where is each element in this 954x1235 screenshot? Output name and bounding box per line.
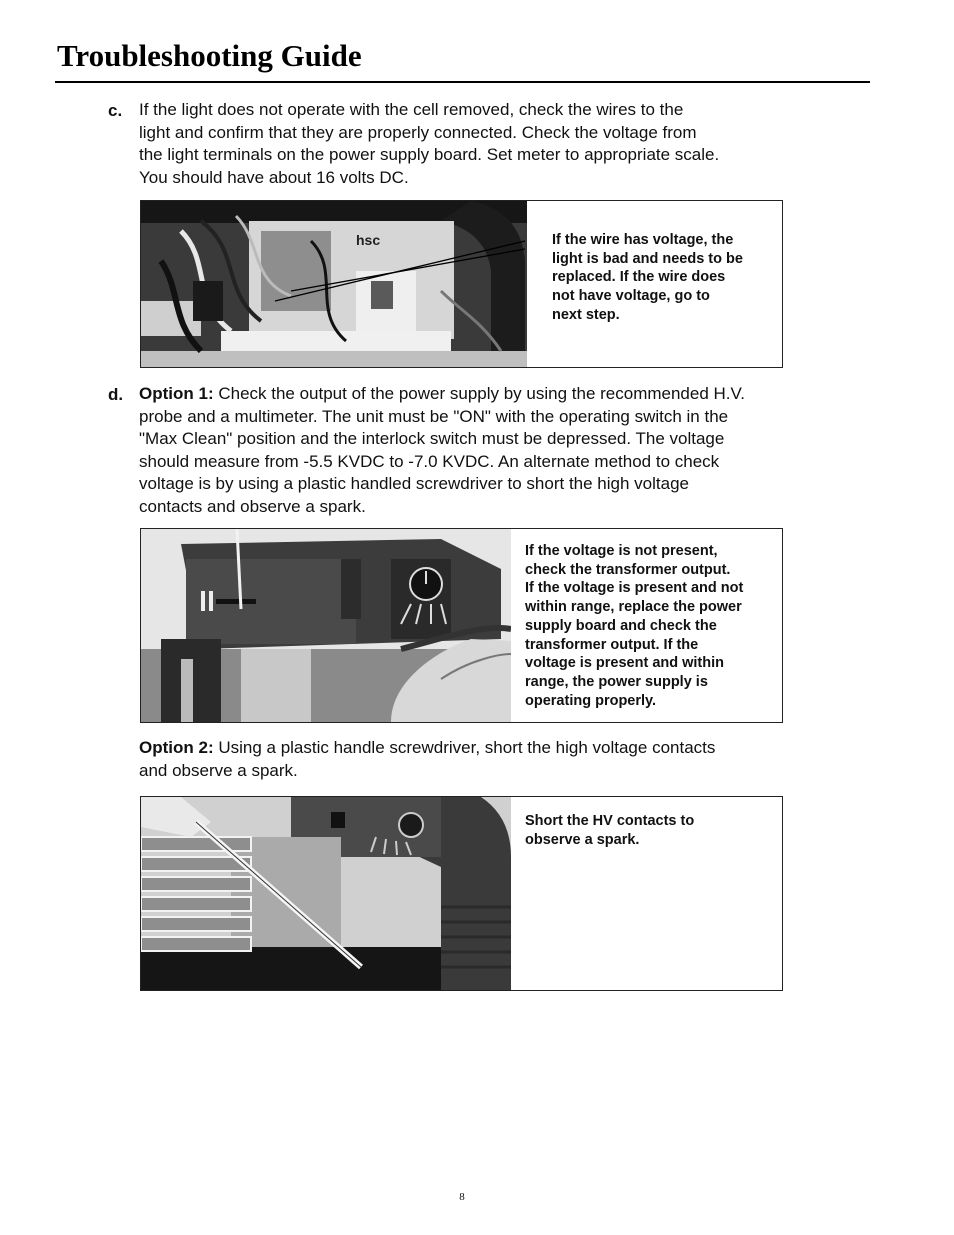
step-c-line: If the light does not operate with the cell removed, check the wires to the <box>139 100 684 119</box>
caption-line: Short the HV contacts to <box>525 813 695 829</box>
option2-first-line: Using a plastic handle screwdriver, short the high voltage contacts <box>213 738 716 757</box>
step-d-option2-text <box>139 737 715 782</box>
caption-line: operating properly. <box>525 692 657 709</box>
figure-hv-probe-caption <box>525 542 743 710</box>
photo-hv-probe-measurement <box>141 529 511 722</box>
caption-line: supply board and check the <box>525 617 717 634</box>
caption-line: check the transformer output. <box>525 561 731 578</box>
step-c-line: the light terminals on the power supply board. Set meter to appropriate scale. <box>139 145 720 164</box>
option1-line: voltage is by using a plastic handled screwdriver to short the high voltage <box>139 474 689 493</box>
step-c-letter: c. <box>108 101 123 120</box>
caption-line: light is bad and needs to be <box>552 250 743 267</box>
photo-power-supply-board <box>141 201 527 367</box>
caption-line: not have voltage, go to <box>552 288 710 305</box>
photo-short-hv-contacts <box>141 797 511 990</box>
caption-line: next step. <box>552 306 620 323</box>
option2-label: Option 2: <box>139 738 214 757</box>
option2-line: and observe a spark. <box>139 760 298 780</box>
option1-line: should measure from -5.5 KVDC to -7.0 KVDC. An alternate method to check <box>139 451 720 471</box>
caption-line: replaced. If the wire does <box>552 269 726 286</box>
step-c-line: You should have about 16 volts DC. <box>139 167 409 187</box>
figure-light-wires <box>140 200 783 368</box>
figure-short-contacts-caption <box>525 812 694 849</box>
figure-light-wires-caption <box>552 231 743 325</box>
page-number: 8 <box>459 1191 465 1203</box>
option1-line: contacts and observe a spark. <box>139 496 366 516</box>
option1-line: probe and a multimeter. The unit must be "ON" with the operating switch in the <box>139 406 729 426</box>
option1-line: "Max Clean" position and the interlock switch must be depressed. The voltage <box>139 429 725 448</box>
step-c-line: light and confirm that they are properly connected. Check the voltage from <box>139 122 697 142</box>
caption-line: transformer output. If the <box>525 636 699 653</box>
page-title: Troubleshooting Guide <box>57 38 362 73</box>
figure-hv-probe <box>140 528 783 723</box>
caption-line: If the voltage is present and not <box>525 580 744 597</box>
caption-line: observe a spark. <box>525 831 640 848</box>
option1-first-line: Check the output of the power supply by using the recommended H.V. <box>213 384 746 403</box>
step-d-option1-text <box>139 383 745 518</box>
photo-board-label: hsc <box>356 232 381 248</box>
caption-line: within range, replace the power <box>525 599 742 616</box>
step-d-letter: d. <box>108 385 124 404</box>
step-c-text <box>139 99 719 189</box>
caption-line: voltage is present and within <box>525 655 725 672</box>
figure-short-contacts <box>140 796 783 991</box>
caption-line: range, the power supply is <box>525 673 708 690</box>
option1-label: Option 1: <box>139 384 214 403</box>
caption-line: If the wire has voltage, the <box>552 232 734 248</box>
title-rule <box>55 81 870 83</box>
caption-line: If the voltage is not present, <box>525 543 718 559</box>
